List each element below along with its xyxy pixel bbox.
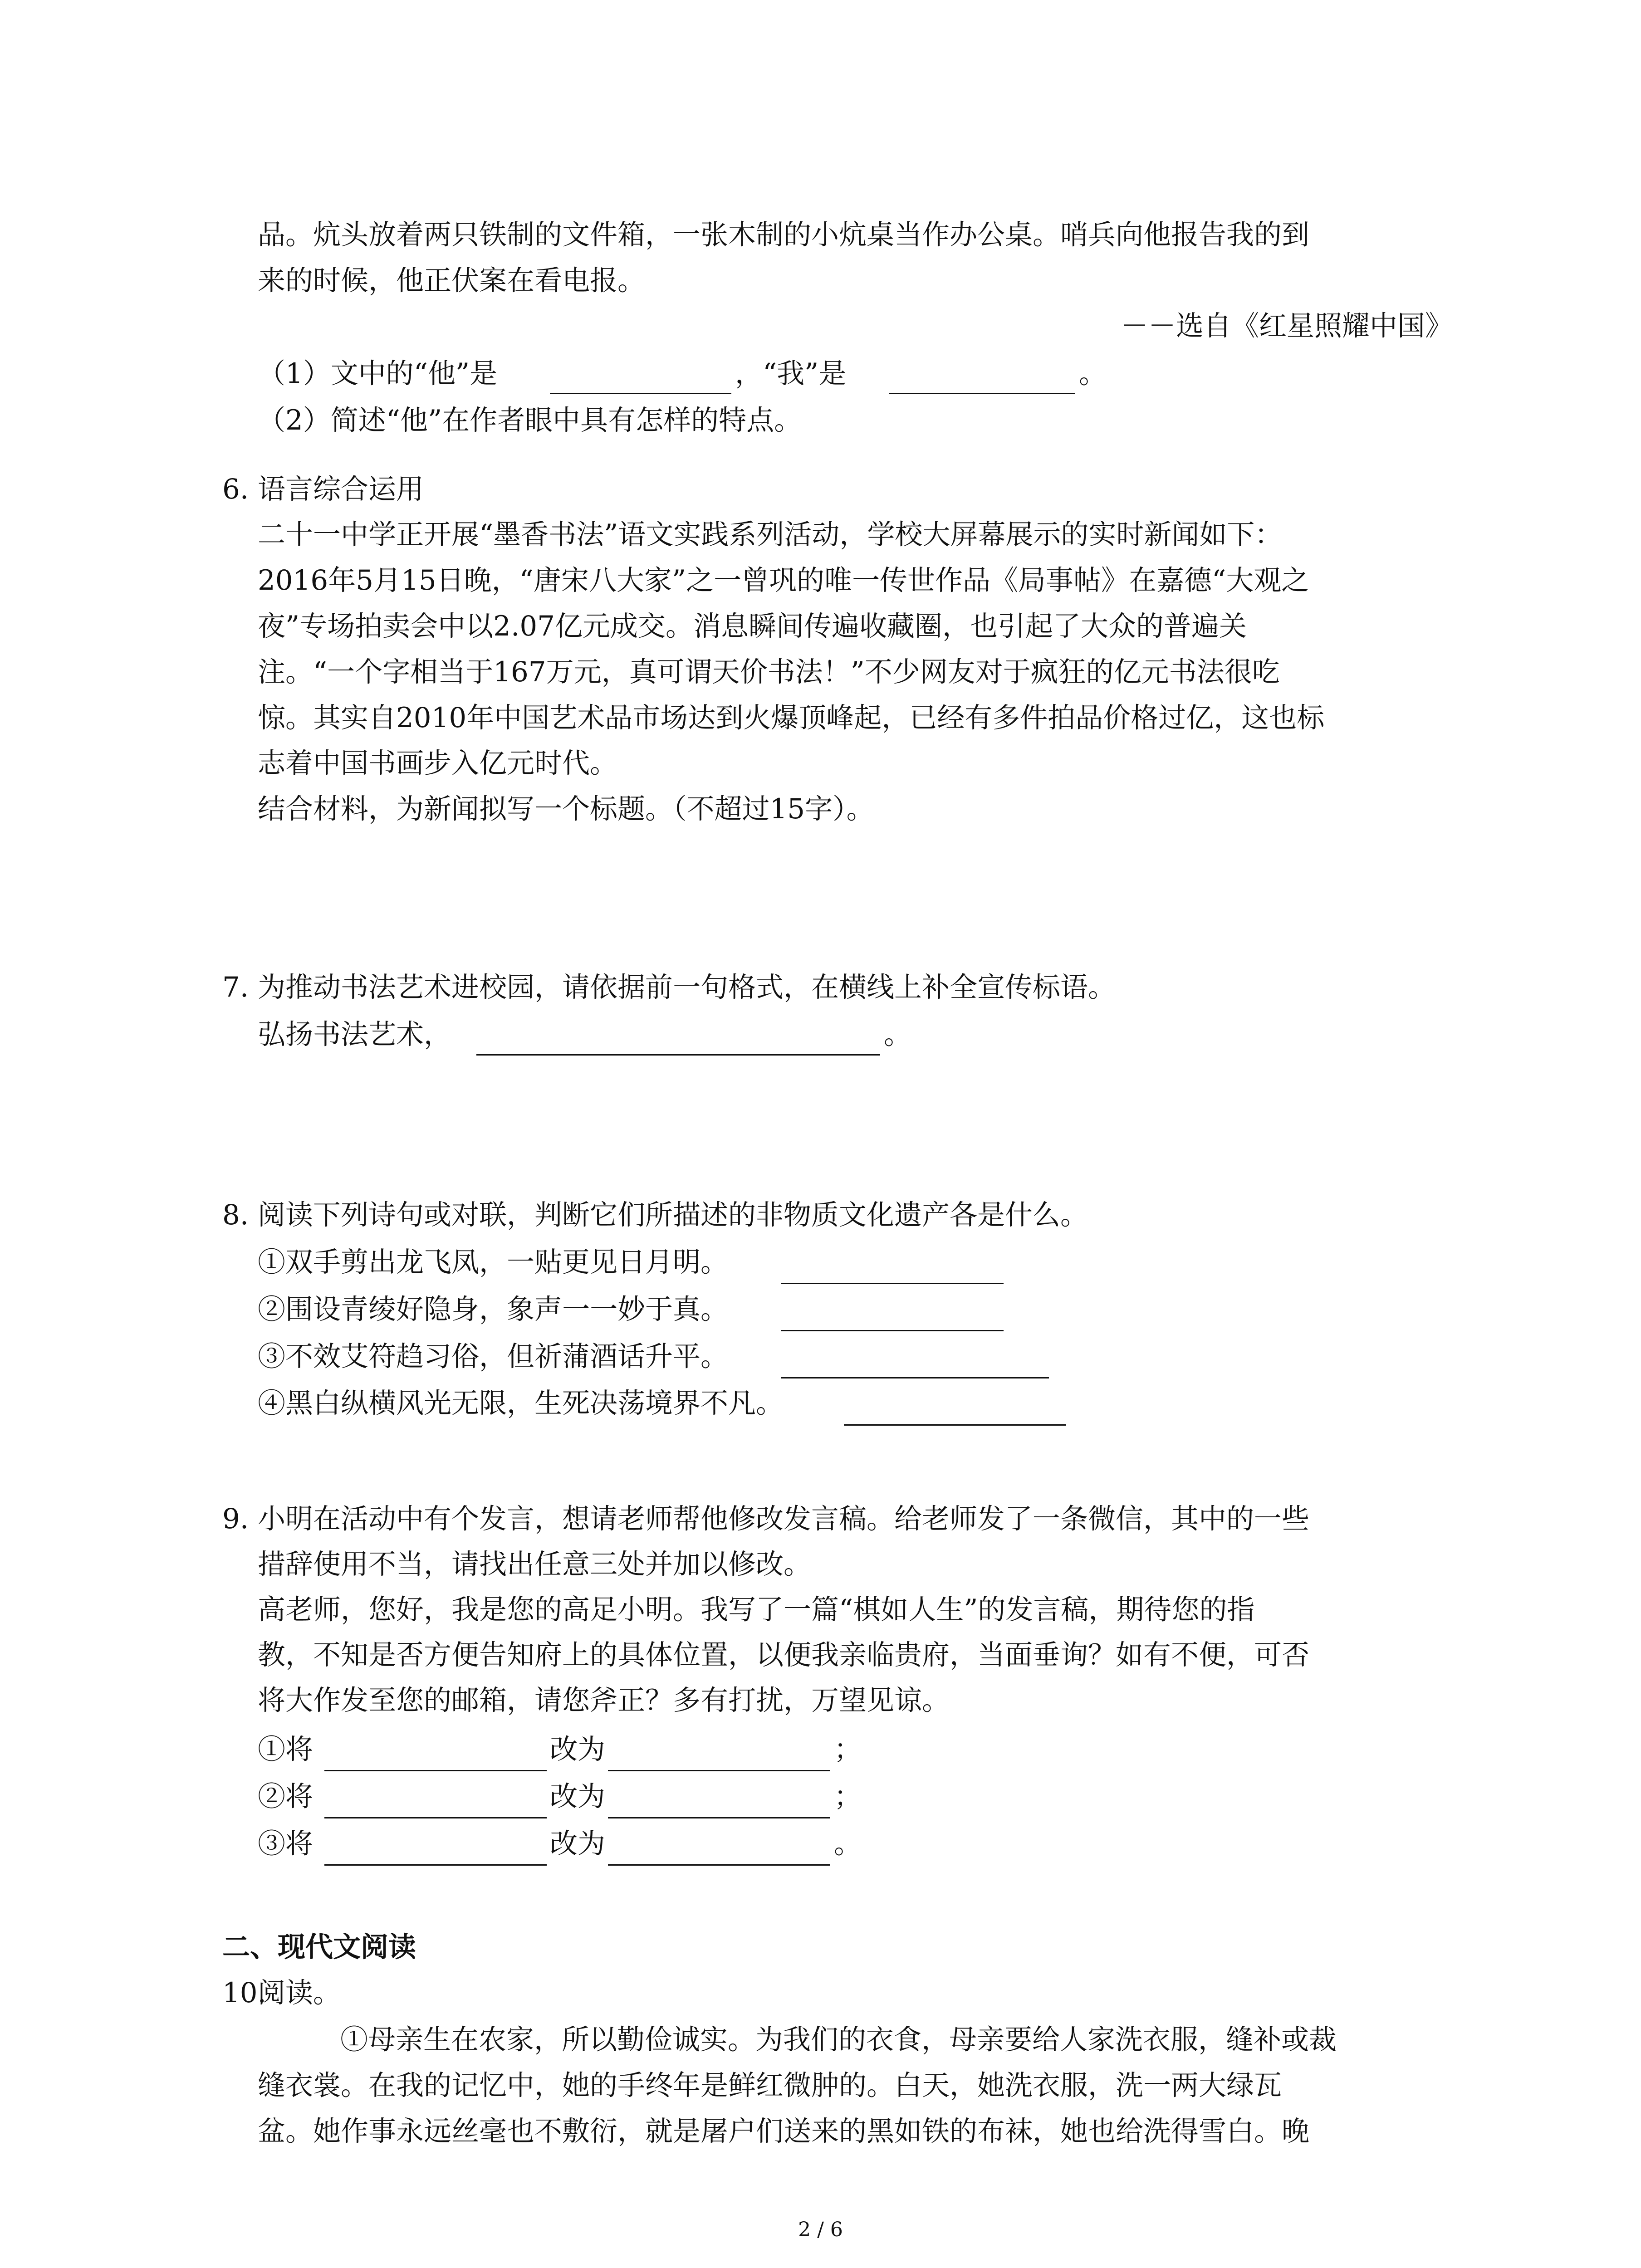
q9-row-end: ；: [834, 1733, 862, 1765]
answer-blank[interactable]: [550, 393, 731, 394]
q7-slogan-end: 。: [884, 1018, 912, 1051]
answer-blank[interactable]: [608, 1864, 830, 1866]
q8-item: ②围设青绫好隐身，象声一一妙于真。: [258, 1293, 729, 1325]
answer-blank[interactable]: [324, 1817, 547, 1818]
q9-row-end: 。: [834, 1828, 862, 1860]
q9-row-end: ；: [834, 1780, 862, 1813]
answer-blank[interactable]: [844, 1424, 1066, 1426]
q6-line: 志着中国书画步入亿元时代。: [258, 747, 618, 779]
q7-text: 为推动书法艺术进校园，请依据前一句格式，在横线上补全宣传标语。: [258, 971, 1116, 1003]
q9-row-middle: 改为: [550, 1733, 606, 1765]
q5-sub1-middle: ，“我”是: [735, 357, 847, 390]
answer-blank[interactable]: [781, 1283, 1004, 1284]
q6-line: 2016年5月15日晚，“唐宋八大家”之一曾巩的唯一传世作品《局事帖》在嘉德“大观之: [258, 564, 1309, 596]
q5-sub1-prefix: （1）文中的“他”是: [258, 357, 498, 390]
page-number: 2 / 6: [798, 2218, 843, 2241]
q9-text: 措辞使用不当，请找出任意三处并加以修改。: [258, 1548, 812, 1580]
q10-number: 10.: [222, 1977, 267, 2009]
q5-sub1-end: 。: [1079, 357, 1107, 390]
q6-line: 惊。其实自2010年中国艺术品市场达到火爆顶峰起，已经有多件拍品价格过亿，这也标: [258, 702, 1325, 734]
q6-number: 6.: [222, 473, 249, 505]
q8-item: ④黑白纵横风光无限，生死决荡境界不凡。: [258, 1387, 784, 1419]
q10-line: 盆。她作事永远丝毫也不敷衍，就是屠户们送来的黑如铁的布袜，她也给洗得雪白。晚: [258, 2115, 1310, 2147]
q9-row-middle: 改为: [550, 1780, 606, 1813]
q9-row-prefix: ①将: [258, 1733, 314, 1765]
answer-blank[interactable]: [324, 1864, 547, 1866]
passage-line: 来的时候，他正伏案在看电报。: [258, 264, 646, 297]
answer-blank[interactable]: [781, 1330, 1004, 1331]
q10-line: ①母亲生在农家，所以勤俭诚实。为我们的衣食，母亲要给人家洗衣服，缝补或裁: [340, 2024, 1337, 2056]
q6-line: 二十一中学正开展“墨香书法”语文实践系列活动，学校大屏幕展示的实时新闻如下：: [258, 518, 1283, 551]
q8-text: 阅读下列诗句或对联，判断它们所描述的非物质文化遗产各是什么。: [258, 1199, 1088, 1231]
q9-row-middle: 改为: [550, 1828, 606, 1860]
q7-slogan-prefix: 弘扬书法艺术，: [258, 1018, 452, 1051]
q6-title: 语言综合运用: [258, 473, 424, 505]
q9-text: 小明在活动中有个发言，想请老师帮他修改发言稿。给老师发了一条微信，其中的一些: [258, 1503, 1310, 1535]
q10-title: 阅读。: [258, 1977, 341, 2009]
q8-number: 8.: [222, 1199, 249, 1231]
q10-line: 缝衣裳。在我的记忆中，她的手终年是鲜红微肿的。白天，她洗衣服，洗一两大绿瓦: [258, 2069, 1282, 2102]
passage-line: 品。炕头放着两只铁制的文件箱，一张木制的小炕桌当作办公桌。哨兵向他报告我的到: [258, 219, 1310, 251]
answer-blank[interactable]: [476, 1054, 880, 1056]
q6-instruction: 结合材料，为新闻拟写一个标题。（不超过15字）。: [258, 793, 874, 825]
q8-item: ③不效艾符趋习俗，但祈蒲酒话升平。: [258, 1340, 729, 1373]
q6-line: 注。“一个字相当于167万元，真可谓天价书法！”不少网友对于疯狂的亿元书法很吃: [258, 656, 1280, 688]
q9-row-prefix: ③将: [258, 1828, 314, 1860]
q9-row-prefix: ②将: [258, 1780, 314, 1813]
answer-blank[interactable]: [889, 393, 1075, 394]
answer-blank[interactable]: [608, 1817, 830, 1818]
answer-blank[interactable]: [608, 1770, 830, 1771]
q6-line: 夜”专场拍卖会中以2.07亿元成交。消息瞬间传遍收藏圈，也引起了大众的普遍关: [258, 610, 1247, 642]
q8-item: ①双手剪出龙飞凤，一贴更见日月明。: [258, 1246, 729, 1278]
q9-message-line: 将大作发至您的邮箱，请您斧正？多有打扰，万望见谅。: [258, 1684, 950, 1716]
passage-source: －－选自《红星照耀中国》: [1120, 310, 1453, 342]
q7-number: 7.: [222, 971, 249, 1003]
q5-sub2: （2）简述“他”在作者眼中具有怎样的特点。: [258, 404, 802, 436]
q9-number: 9.: [222, 1503, 249, 1535]
q9-message-line: 高老师，您好，我是您的高足小明。我写了一篇“棋如人生”的发言稿，期待您的指: [258, 1593, 1255, 1626]
answer-blank[interactable]: [324, 1770, 547, 1771]
q9-message-line: 教，不知是否方便告知府上的具体位置，以便我亲临贵府，当面垂询？如有不便，可否: [258, 1639, 1310, 1671]
answer-blank[interactable]: [781, 1377, 1049, 1378]
section-heading: 二、现代文阅读: [222, 1931, 416, 1963]
